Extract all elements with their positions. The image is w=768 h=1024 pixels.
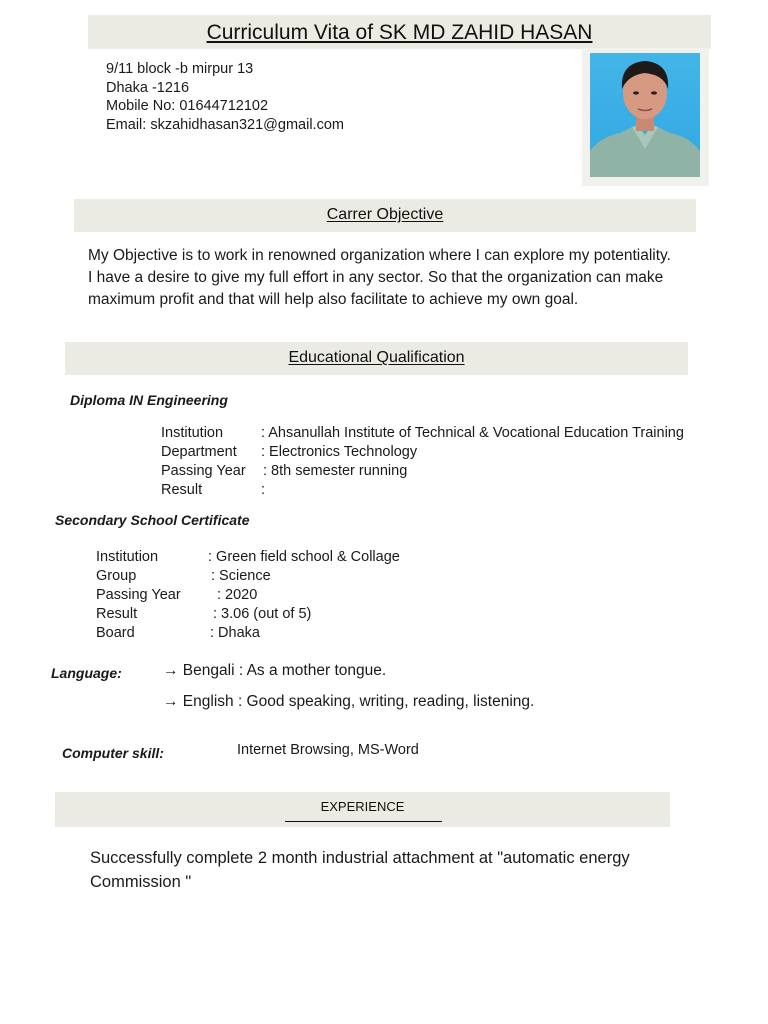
language-item-bengali: → Bengali : As a mother tongue. <box>163 662 387 679</box>
ssc-key: Institution <box>96 549 159 565</box>
computer-skill-label: Computer skill: <box>62 745 164 761</box>
education-band <box>65 342 688 375</box>
experience-line: Successfully complete 2 month industrial attachment at "automatic energy <box>90 849 630 867</box>
profile-photo-frame <box>582 48 709 186</box>
page-title: Curriculum Vita of SK MD ZAHID HASAN <box>206 21 593 44</box>
experience-text <box>90 846 710 894</box>
ssc-row-group <box>96 567 596 586</box>
career-objective-band <box>74 199 696 232</box>
ssc-value: : Science <box>211 568 271 584</box>
profile-photo <box>590 53 700 177</box>
ssc-row-board <box>96 624 596 643</box>
ssc-key: Board <box>96 625 135 641</box>
diploma-row-passing-year <box>161 462 741 481</box>
email-address: Email: skzahidhasan321@gmail.com <box>106 117 344 133</box>
diploma-row-institution <box>161 424 741 443</box>
diploma-key: Institution <box>161 425 224 441</box>
mobile-number: Mobile No: 01644712102 <box>106 98 269 114</box>
diploma-value: : 8th semester running <box>263 463 408 479</box>
ssc-value: : Green field school & Collage <box>208 549 400 565</box>
diploma-row-department <box>161 443 741 462</box>
ssc-row-institution <box>96 548 596 567</box>
career-objective-line: I have a desire to give my full effort in any sector. So that the organization can make <box>88 269 664 286</box>
ssc-row-passing-year <box>96 586 596 605</box>
address-line-2: Dhaka -1216 <box>106 80 190 96</box>
career-objective-heading: Carrer Objective <box>326 206 444 223</box>
person-portrait-icon <box>590 53 700 177</box>
career-objective-line: My Objective is to work in renowned organization where I can explore my potentiality. <box>88 247 671 264</box>
education-heading: Educational Qualification <box>288 349 465 366</box>
ssc-key: Group <box>96 568 137 584</box>
diploma-key: Department <box>161 444 237 460</box>
experience-heading: EXPERIENCE <box>320 799 405 814</box>
diploma-row-result <box>161 481 741 500</box>
address-line-1: 9/11 block -b mirpur 13 <box>106 61 254 77</box>
diploma-value: : Electronics Technology <box>261 444 418 460</box>
ssc-value: : 2020 <box>217 587 258 603</box>
experience-heading-underline <box>285 821 442 822</box>
ssc-row-result <box>96 605 596 624</box>
diploma-heading: Diploma IN Engineering <box>70 392 228 408</box>
experience-line: Commission " <box>90 873 192 891</box>
career-objective-line: maximum profit and that will help also facilitate to achieve my own goal. <box>88 291 579 308</box>
ssc-value: : 3.06 (out of 5) <box>213 606 312 622</box>
ssc-key: Passing Year <box>96 587 181 603</box>
diploma-key: Passing Year <box>161 463 246 479</box>
diploma-value: : Ahsanullah Institute of Technical & Vocational Education Training <box>261 425 684 441</box>
computer-skill-value: Internet Browsing, MS-Word <box>237 742 419 758</box>
ssc-heading: Secondary School Certificate <box>55 512 250 528</box>
header-band <box>88 15 711 49</box>
ssc-value: : Dhaka <box>210 625 260 641</box>
career-objective-text <box>88 245 728 311</box>
language-item-english: → English : Good speaking, writing, reading, listening. <box>163 693 535 710</box>
diploma-value: : <box>261 482 266 498</box>
experience-band <box>55 792 670 827</box>
ssc-key: Result <box>96 606 138 622</box>
diploma-key: Result <box>161 482 203 498</box>
language-label: Language: <box>51 665 122 681</box>
